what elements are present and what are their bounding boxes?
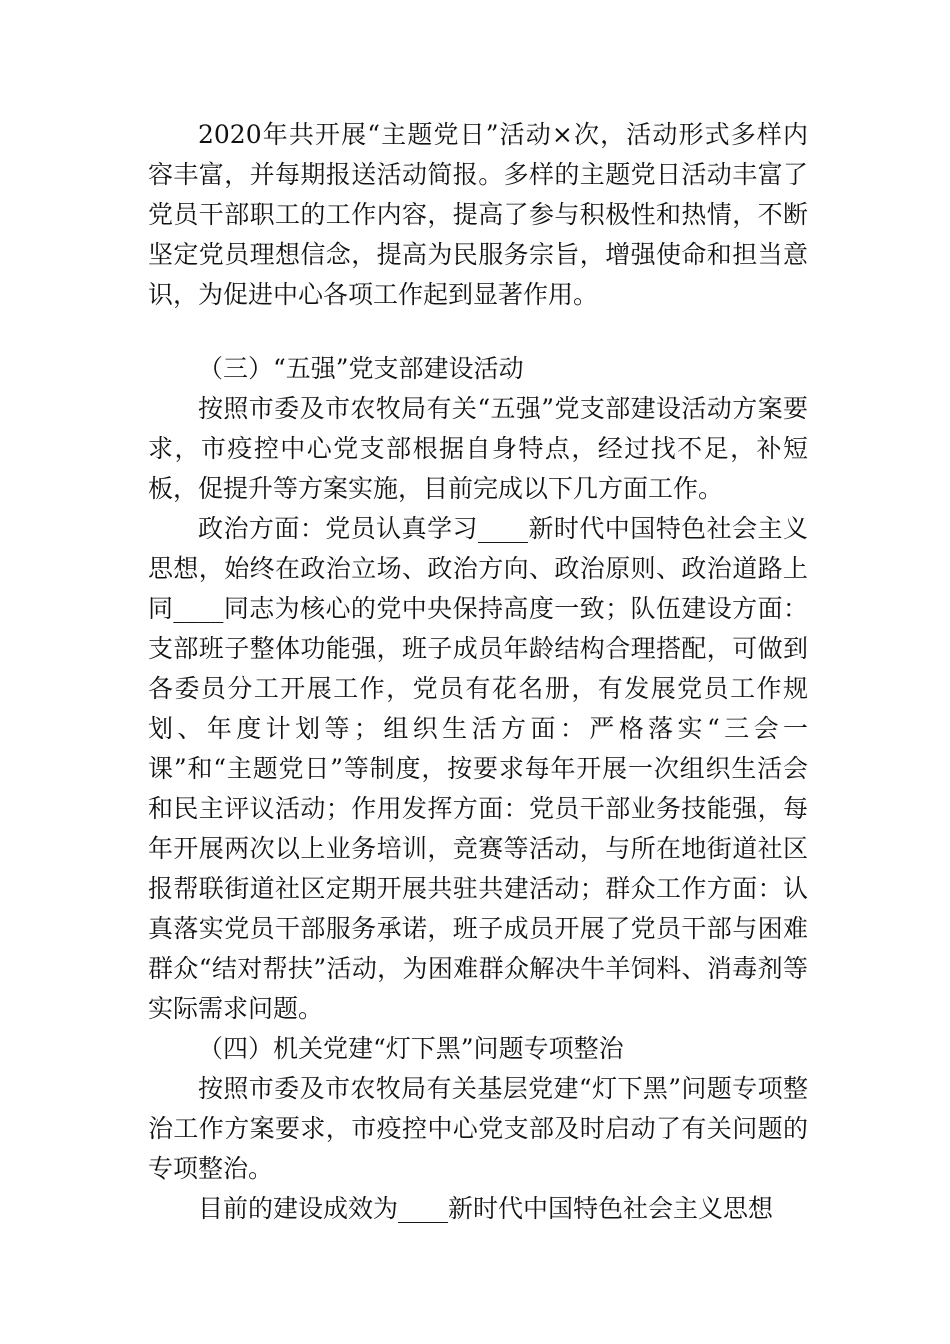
main-sections: [148, 349, 808, 1229]
body-paragraph: 政治方面：党员认真学习____新时代中国特色社会主义思想，始终在政治立场、政治方向、政治原则、政治道路上同____同志为核心的党中央保持高度一致；队伍建设方面：支部班子整体功能强，班子成员年龄结构合理搭配，可做到各委员分工开展工作，党员有花名册，有发展党员工作规划、年度计划等；组织生活方面：严格落实“三会一课”和“主题党日”等制度，按要求每年开展一次组织生活会和民主评议活动；作用发挥方面：党员干部业务技能强，每年开展两次以上业务培训，竞赛等活动，与所在地街道社区报帮联街道社区定期开展共驻共建活动；群众工作方面：认真落实党员干部服务承诺，班子成员开展了党员干部与困难群众“结对帮扶”活动，为困难群众解决牛羊饲料、消毒剂等实际需求问题。: [148, 514, 808, 1023]
section-heading-4: （四）机关党建“灯下黑”问题专项整治: [198, 1034, 624, 1063]
body-paragraph: 目前的建设成效为____新时代中国特色社会主义思想: [198, 1194, 774, 1223]
body-paragraph: 按照市委及市农牧局有关基层党建“灯下黑”问题专项整治工作方案要求，市疫控中心党支部及时启动了有关问题的专项整治。: [148, 1074, 808, 1183]
section-heading-3: （三）“五强”党支部建设活动: [198, 354, 524, 383]
intro-section: [148, 115, 808, 315]
body-paragraph: 2020年共开展“主题党日”活动×次，活动形式多样内容丰富，并每期报送活动简报。多样的主题党日活动丰富了党员干部职工的工作内容，提高了参与积极性和热情，不断坚定党员理想信念，提高为民服务宗旨，增强使命和担当意识，为促进中心各项工作起到显著作用。: [148, 120, 808, 309]
body-paragraph: 按照市委及市农牧局有关“五强”党支部建设活动方案要求，市疫控中心党支部根据自身特点，经过找不足，补短板，促提升等方案实施，目前完成以下几方面工作。: [148, 394, 808, 503]
